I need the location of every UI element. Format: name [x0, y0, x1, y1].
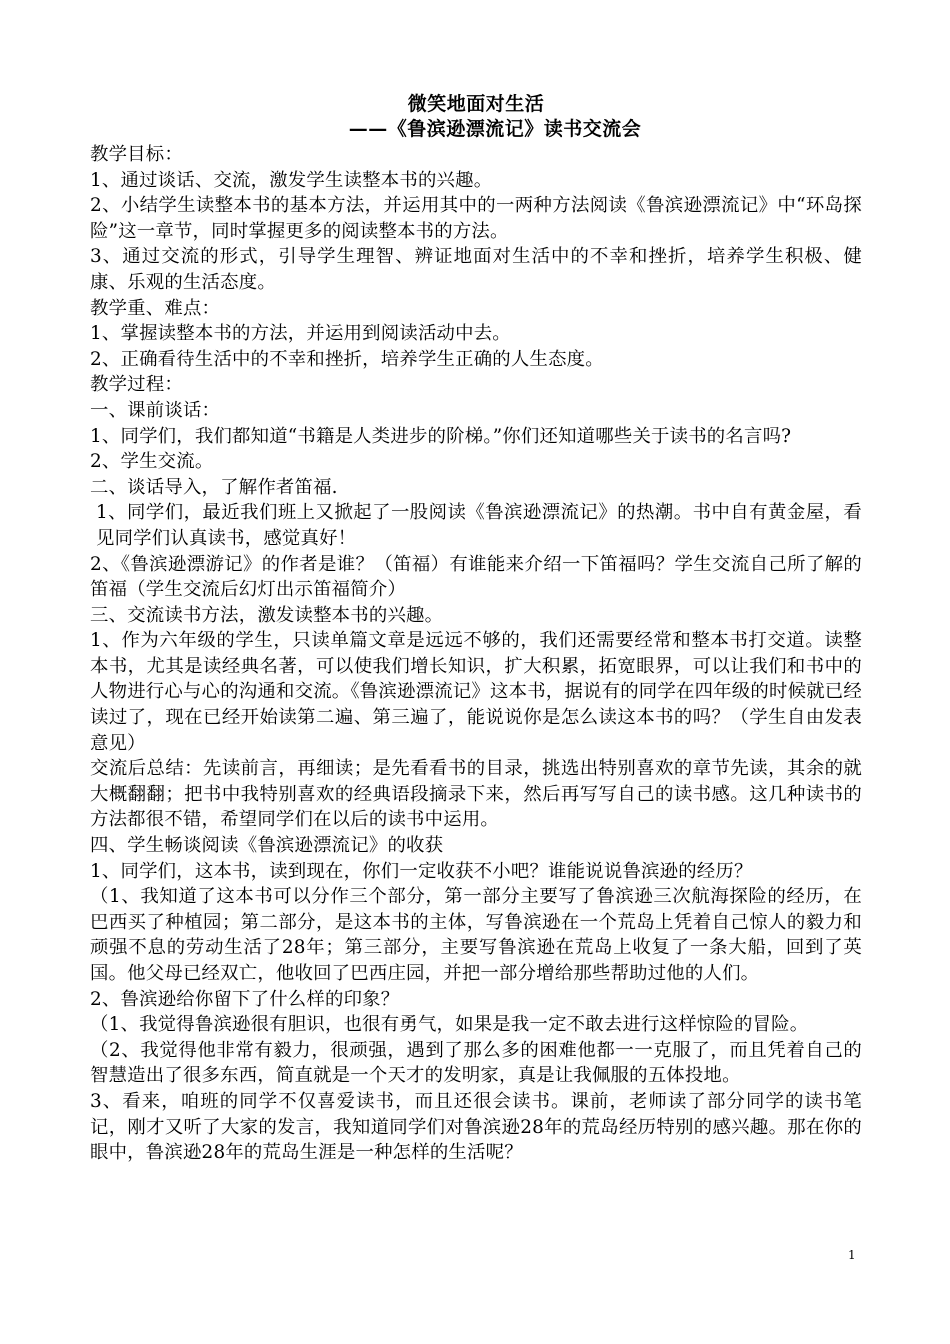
paragraph: 1、同学们，最近我们班上又掀起了一股阅读《鲁滨逊漂流记》的热潮。书中自有黄金屋，看见同学们认真读书，感觉真好！	[96, 502, 862, 549]
paragraph: 1、同学们，我们都知道“书籍是人类进步的阶梯。”你们还知道哪些关于读书的名言吗?	[90, 425, 792, 447]
document-page	[90, 92, 862, 1166]
paragraph: 交流后总结：先读前言，再细读；是先看看书的目录，挑选出特别喜欢的章节先读，其余的就大概翻翻；把书中我特别喜欢的经典语段摘录下来，然后再写写自己的读书感。这几种读书的方法都很不错，希望同学们在以后的读书中运用。	[90, 758, 862, 831]
section-heading-key-points: 教学重、难点：	[90, 297, 221, 319]
paragraph: （1、我觉得鲁滨逊很有胆识，也很有勇气，如果是我一定不敢去进行这样惊险的冒险。	[90, 1014, 809, 1036]
paragraph: 1、同学们，这本书，读到现在，你们一定收获不小吧？谁能说说鲁滨逊的经历？	[90, 860, 753, 882]
section-heading-pre-class: 一、课前谈话：	[90, 399, 221, 421]
section-heading-intro: 二、谈话导入，了解作者笛福.	[90, 476, 338, 498]
paragraph: 2、正确看待生活中的不幸和挫折，培养学生正确的人生态度。	[90, 348, 604, 370]
section-heading-methods: 三、交流读书方法，激发读整本书的兴趣。	[90, 604, 444, 626]
paragraph: 2、《鲁滨逊漂游记》的作者是谁？（笛福）有谁能来介绍一下笛福吗？学生交流自己所了解的笛福（学生交流后幻灯出示笛福简介）	[90, 553, 862, 601]
paragraph: 1、通过谈话、交流，激发学生读整本书的兴趣。	[90, 169, 493, 191]
paragraph: （1、我知道了这本书可以分作三个部分，第一部分主要写了鲁滨逊三次航海探险的经历，在巴西买了种植园；第二部分，是这本书的主体，写鲁滨逊在一个荒岛上凭着自己惊人的毅力和顽强不息的劳动生活了28年；第三部分，主要写鲁滨逊在荒岛上收复了一条大船，回到了英国。他父母已经双亡，他收回了巴西庄园，并把一部分增给那些帮助过他的人们。	[90, 886, 862, 984]
paragraph: 3、通过交流的形式，引导学生理智、辨证地面对生活中的不幸和挫折，培养学生积极、健康、乐观的生活态度。	[90, 246, 862, 293]
document-subtitle: ——《鲁滨逊漂流记》读书交流会	[348, 118, 642, 140]
section-heading-process: 教学过程：	[90, 374, 183, 396]
page-number: 1	[848, 1248, 856, 1262]
paragraph: 2、鲁滨逊给你留下了什么样的印象？	[90, 988, 400, 1010]
section-heading-objectives: 教学目标：	[90, 144, 183, 165]
paragraph: 2、小结学生读整本书的基本方法，并运用其中的一两种方法阅读《鲁滨逊漂流记》中“环岛探险”这一章节，同时掌握更多的阅读整本书的方法。	[90, 195, 862, 242]
paragraph: （2、我觉得他非常有毅力，很顽强，遇到了那么多的困难他都一一克服了，而且凭着自己的智慧造出了很多东西，简直就是一个天才的发明家，真是让我佩服的五体投地。	[90, 1039, 862, 1087]
paragraph: 1、作为六年级的学生，只读单篇文章是远远不够的，我们还需要经常和整本书打交道。读整本书，尤其是读经典名著，可以使我们增长知识，扩大积累，拓宽眼界，可以让我们和书中的人物进行心与心的沟通和交流。《鲁滨逊漂流记》这本书，据说有的同学在四年级的时候就已经读过了，现在已经开始读第二遍、第三遍了，能说说你是怎么读这本书的吗？（学生自由发表意见）	[90, 630, 862, 754]
section-heading-gains: 四、学生畅谈阅读《鲁滨逊漂流记》的收获	[90, 835, 444, 857]
paragraph: 1、掌握读整本书的方法，并运用到阅读活动中去。	[90, 323, 511, 345]
document-title: 微笑地面对生活	[407, 93, 545, 115]
document-body	[90, 142, 862, 1166]
paragraph: 3、看来，咱班的同学不仅喜爱读书，而且还很会读书。课前，老师读了部分同学的读书笔记，刚才又听了大家的发言，我知道同学们对鲁滨逊28年的荒岛经历特别的感兴趣。那在你的眼中，鲁滨逊28年的荒岛生涯是一种怎样的生活呢？	[90, 1090, 862, 1164]
paragraph: 2、学生交流。	[90, 451, 214, 473]
